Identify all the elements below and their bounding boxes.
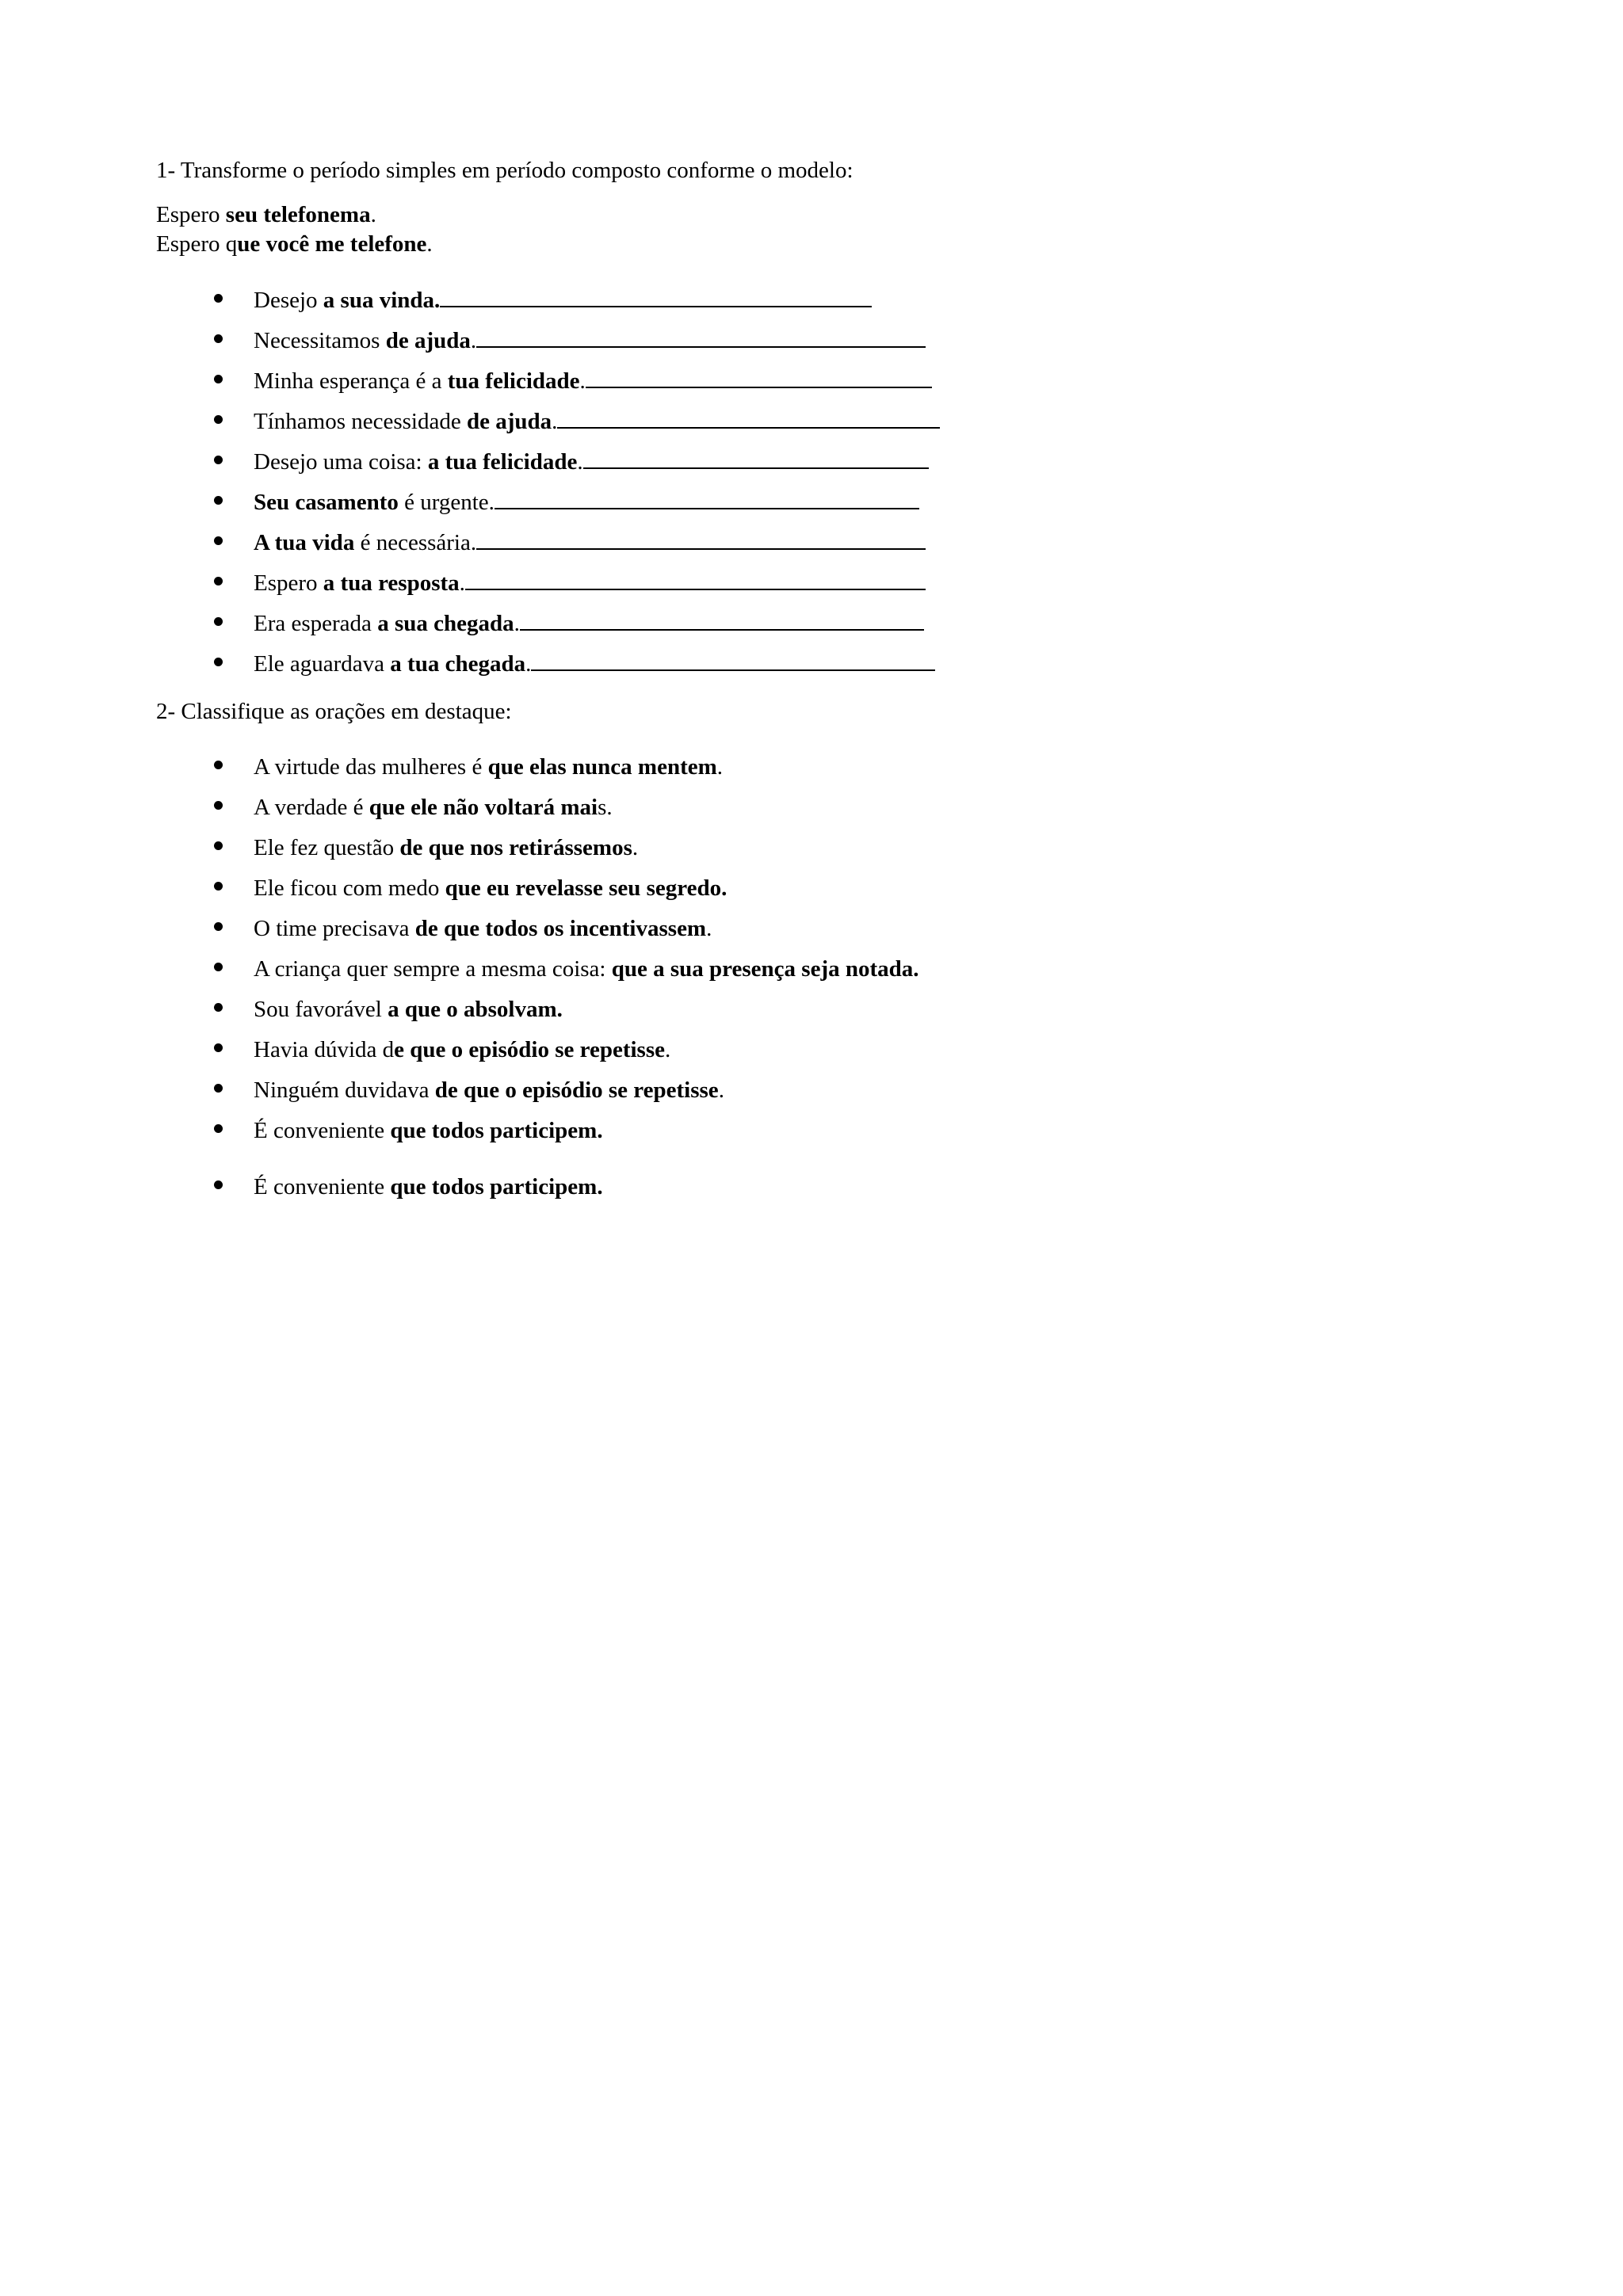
exercise-item bbox=[214, 326, 1403, 355]
exercise-sentence bbox=[254, 569, 926, 597]
highlighted-phrase: de que o episódio se repetisse bbox=[434, 1077, 719, 1103]
answer-blank[interactable] bbox=[476, 528, 926, 550]
plain-text: A verdade é bbox=[254, 795, 369, 820]
highlighted-phrase: que elas nunca mentem bbox=[487, 754, 717, 780]
highlighted-phrase: de ajuda bbox=[385, 328, 471, 353]
answer-blank[interactable] bbox=[476, 326, 926, 348]
plain-text: Necessitamos bbox=[254, 328, 386, 353]
plain-text: . bbox=[716, 754, 724, 780]
plain-text: . bbox=[579, 368, 586, 394]
classification-item bbox=[214, 955, 1403, 983]
highlighted-phrase: que a sua presença seja notada. bbox=[611, 956, 919, 982]
classification-item bbox=[214, 995, 1403, 1024]
model-sentence-simple bbox=[156, 200, 376, 229]
plain-text: Havia dúvida d bbox=[254, 1037, 395, 1062]
exercise-item bbox=[214, 488, 1403, 517]
highlighted-phrase: A tua vida bbox=[254, 530, 355, 555]
highlighted-phrase: tua felicidade bbox=[447, 368, 580, 394]
classification-sentence bbox=[254, 793, 613, 822]
bullet-icon bbox=[214, 375, 223, 383]
highlighted-phrase: seu telefonema bbox=[225, 202, 371, 227]
bullet-icon bbox=[214, 415, 223, 424]
answer-blank[interactable] bbox=[520, 609, 924, 631]
exercise-sentence bbox=[254, 326, 926, 355]
highlighted-phrase: a tua chegada bbox=[390, 651, 526, 677]
section-1-heading: 1- Transforme o período simples em período composto conforme o modelo: bbox=[156, 158, 854, 183]
classification-item bbox=[214, 1035, 1403, 1064]
section-2-heading: 2- Classifique as orações em destaque: bbox=[156, 699, 512, 724]
bullet-icon bbox=[214, 617, 223, 626]
plain-text: Sou favorável bbox=[254, 997, 388, 1022]
bullet-icon bbox=[214, 456, 223, 464]
highlighted-phrase: Seu casamento bbox=[254, 490, 399, 515]
exercise-sentence bbox=[254, 286, 872, 315]
classification-sentence bbox=[254, 914, 712, 943]
highlighted-phrase: de que nos retirássemos bbox=[399, 835, 632, 860]
plain-text: . bbox=[718, 1077, 724, 1103]
bullet-icon bbox=[214, 801, 223, 810]
plain-text: . bbox=[577, 449, 583, 475]
plain-text: A criança quer sempre a mesma coisa: bbox=[254, 956, 612, 982]
bullet-icon bbox=[214, 294, 223, 303]
highlighted-phrase: que ele não voltará mai bbox=[369, 795, 598, 820]
answer-blank[interactable] bbox=[440, 286, 872, 307]
plain-text: . bbox=[664, 1037, 671, 1062]
plain-text: Ele fez questão bbox=[254, 835, 400, 860]
plain-text: Espero bbox=[156, 202, 226, 227]
classification-item bbox=[214, 874, 1403, 902]
exercise-item bbox=[214, 569, 1403, 597]
highlighted-phrase: e que o episódio se repetisse bbox=[394, 1037, 665, 1062]
highlighted-phrase: de ajuda bbox=[466, 409, 552, 434]
plain-text: Minha esperança é a bbox=[254, 368, 448, 394]
exercise-sentence bbox=[254, 609, 924, 638]
classification-item bbox=[214, 914, 1403, 943]
plain-text: Era esperada bbox=[254, 611, 378, 636]
exercise-item bbox=[214, 650, 1403, 678]
highlighted-phrase: que eu revelasse seu segredo. bbox=[445, 875, 727, 901]
classification-sentence bbox=[254, 833, 638, 862]
plain-text: Espero bbox=[254, 570, 323, 596]
plain-text: . bbox=[525, 651, 532, 677]
bullet-icon bbox=[214, 577, 223, 585]
classification-sentence bbox=[254, 955, 919, 983]
classification-sentence bbox=[254, 1116, 603, 1145]
plain-text: Ele ficou com medo bbox=[254, 875, 445, 901]
answer-blank[interactable] bbox=[495, 488, 919, 509]
plain-text: . bbox=[514, 611, 520, 636]
bullet-icon bbox=[214, 1003, 223, 1012]
highlighted-phrase: ue você me telefone bbox=[237, 231, 427, 257]
model-sentence-composite bbox=[156, 230, 433, 258]
plain-text: Desejo bbox=[254, 288, 323, 313]
answer-blank[interactable] bbox=[465, 569, 926, 590]
plain-text: . bbox=[706, 916, 712, 941]
classification-sentence bbox=[254, 1173, 603, 1201]
bullet-icon bbox=[214, 882, 223, 891]
highlighted-phrase: que todos participem. bbox=[390, 1174, 603, 1199]
plain-text: É conveniente bbox=[254, 1118, 391, 1143]
plain-text: Tínhamos necessidade bbox=[254, 409, 467, 434]
bullet-icon bbox=[214, 658, 223, 666]
classification-item bbox=[214, 1116, 1403, 1145]
plain-text: Ninguém duvidava bbox=[254, 1077, 435, 1103]
highlighted-phrase: a tua resposta bbox=[323, 570, 460, 596]
plain-text: Desejo uma coisa: bbox=[254, 449, 428, 475]
classification-item bbox=[214, 833, 1403, 862]
exercise-sentence bbox=[254, 650, 935, 678]
exercise-item bbox=[214, 407, 1403, 436]
plain-text: Ele aguardava bbox=[254, 651, 391, 677]
bullet-icon bbox=[214, 1043, 223, 1052]
highlighted-phrase: de que todos os incentivassem bbox=[414, 916, 707, 941]
classification-sentence bbox=[254, 1035, 670, 1064]
plain-text: . bbox=[370, 202, 376, 227]
classification-sentence bbox=[254, 753, 723, 781]
plain-text: é necessária. bbox=[354, 530, 477, 555]
classification-item bbox=[214, 1173, 1403, 1201]
classification-sentence bbox=[254, 874, 727, 902]
exercise-sentence bbox=[254, 488, 919, 517]
plain-text: é urgente. bbox=[398, 490, 495, 515]
plain-text: O time precisava bbox=[254, 916, 415, 941]
exercise-item bbox=[214, 286, 1403, 315]
bullet-icon bbox=[214, 922, 223, 931]
classification-sentence bbox=[254, 1076, 724, 1104]
highlighted-phrase: a que o absolvam. bbox=[388, 997, 563, 1022]
exercise-item bbox=[214, 367, 1403, 395]
plain-text: . bbox=[470, 328, 477, 353]
bullet-icon bbox=[214, 496, 223, 505]
answer-blank[interactable] bbox=[531, 650, 935, 671]
bullet-icon bbox=[214, 536, 223, 545]
classification-sentence bbox=[254, 995, 563, 1024]
answer-blank[interactable] bbox=[557, 407, 940, 429]
plain-text: A virtude das mulheres é bbox=[254, 754, 488, 780]
answer-blank[interactable] bbox=[586, 367, 932, 388]
highlighted-phrase: a tua felicidade bbox=[427, 449, 578, 475]
exercise-item bbox=[214, 609, 1403, 638]
classification-item bbox=[214, 793, 1403, 822]
highlighted-phrase: a sua chegada bbox=[377, 611, 514, 636]
exercise-sentence bbox=[254, 407, 940, 436]
bullet-icon bbox=[214, 1180, 223, 1189]
classification-item bbox=[214, 1076, 1403, 1104]
bullet-icon bbox=[214, 761, 223, 769]
plain-text: . bbox=[459, 570, 465, 596]
bullet-icon bbox=[214, 1084, 223, 1093]
exercise-sentence bbox=[254, 448, 929, 476]
plain-text: . bbox=[426, 231, 433, 257]
answer-blank[interactable] bbox=[583, 448, 929, 469]
highlighted-phrase: que todos participem. bbox=[390, 1118, 603, 1143]
plain-text: . bbox=[552, 409, 558, 434]
exercise-item bbox=[214, 448, 1403, 476]
exercise-item bbox=[214, 528, 1403, 557]
exercise-sentence bbox=[254, 528, 926, 557]
plain-text: É conveniente bbox=[254, 1174, 391, 1199]
exercise-sentence bbox=[254, 367, 932, 395]
plain-text: Espero q bbox=[156, 231, 238, 257]
plain-text: s. bbox=[598, 795, 613, 820]
plain-text: . bbox=[632, 835, 639, 860]
bullet-icon bbox=[214, 963, 223, 971]
bullet-icon bbox=[214, 334, 223, 343]
bullet-icon bbox=[214, 841, 223, 850]
highlighted-phrase: a sua vinda. bbox=[323, 288, 441, 313]
classification-item bbox=[214, 753, 1403, 781]
bullet-icon bbox=[214, 1124, 223, 1133]
